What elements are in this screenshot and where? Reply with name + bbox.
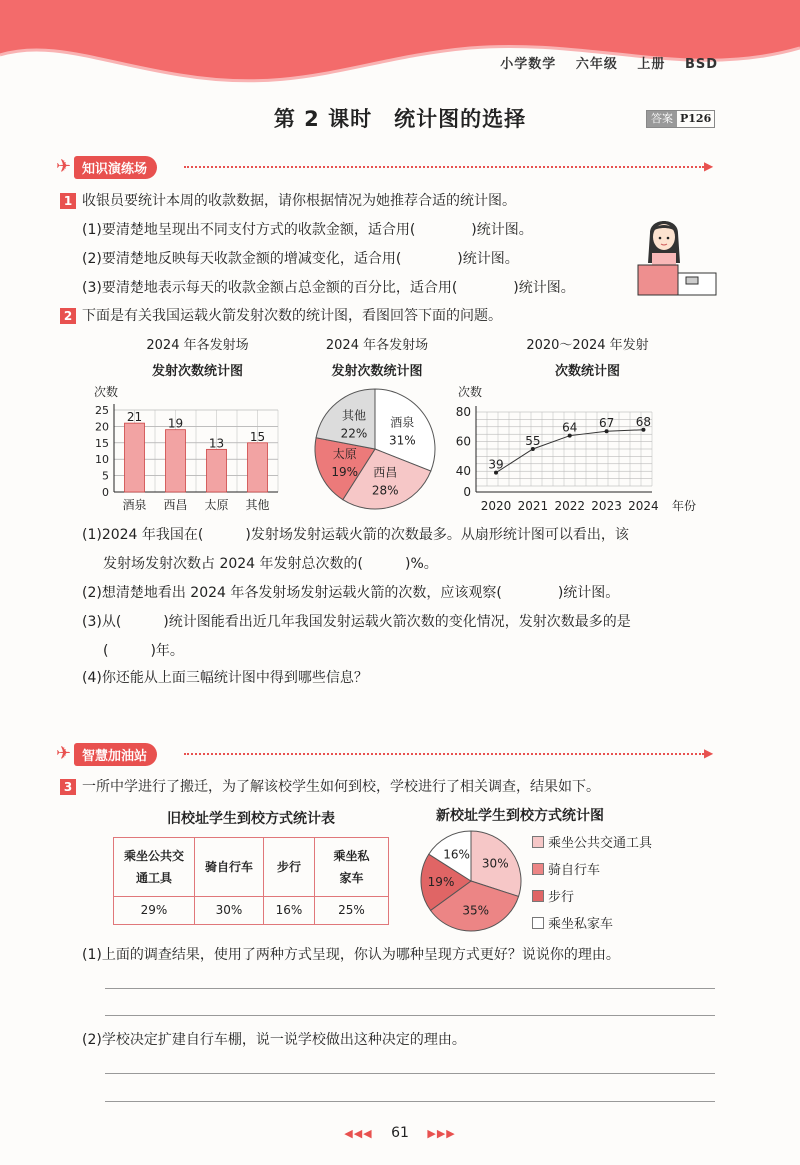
answer-label: 答案 bbox=[647, 111, 677, 127]
slice-percent: 19% bbox=[331, 465, 359, 480]
q2-item-4: (4)你还能从上面三幅统计图中得到哪些信息？ bbox=[82, 670, 368, 686]
legend-item bbox=[532, 886, 574, 905]
legend-item bbox=[532, 913, 613, 932]
table-header-walk: 步行 bbox=[264, 838, 315, 897]
bar-chart bbox=[88, 382, 288, 514]
lesson-topic: 统计图的选择 bbox=[394, 107, 527, 131]
launch-site-pie-chart bbox=[312, 386, 438, 512]
arrow-right-icon: ▶ bbox=[704, 746, 714, 760]
y-tick-label: 5 bbox=[102, 469, 109, 483]
slice-percent: 30% bbox=[481, 856, 509, 871]
data-label: 67 bbox=[598, 416, 615, 431]
q1-item-3: (3)要清楚地表示每天的收款金额占总金额的百分比，适合用( )统计图。 bbox=[82, 280, 575, 296]
divider bbox=[184, 753, 704, 755]
bar-chart-title-line2: 发射次数统计图 bbox=[151, 364, 243, 379]
table-header-bicycle: 骑自行车 bbox=[195, 838, 264, 897]
answer-line bbox=[105, 1015, 715, 1016]
x-tick-label: 酒泉 bbox=[122, 498, 147, 512]
x-axis-label: 年份 bbox=[672, 499, 697, 513]
table-cell: 25% bbox=[315, 896, 389, 924]
y-axis-label: 次数 bbox=[458, 385, 483, 399]
y-tick-label: 10 bbox=[95, 453, 109, 467]
arrow-right-icon: ▶ bbox=[704, 159, 714, 173]
line-chart-title bbox=[500, 334, 675, 379]
legend-item bbox=[532, 859, 600, 878]
x-tick-label: 太原 bbox=[204, 498, 229, 512]
slice-percent: 22% bbox=[340, 426, 368, 441]
y-tick-label: 15 bbox=[95, 436, 109, 450]
slice-percent: 19% bbox=[427, 874, 455, 889]
y-tick-label: 40 bbox=[455, 464, 471, 479]
legend-item bbox=[532, 832, 652, 851]
slice-label: 酒泉 bbox=[390, 415, 415, 430]
line-chart-title-line1: 2020～2024 年发射 bbox=[526, 338, 649, 353]
y-tick-label: 25 bbox=[95, 404, 109, 417]
new-campus-pie-chart bbox=[418, 828, 524, 934]
q1-stem bbox=[60, 190, 516, 210]
bar bbox=[166, 430, 186, 492]
bar-chart-title bbox=[95, 334, 300, 379]
x-tick-label: 2020 bbox=[480, 499, 512, 513]
q2-number: 2 bbox=[60, 308, 76, 324]
legend-swatch bbox=[532, 917, 544, 929]
q2-stem bbox=[60, 305, 502, 325]
q1-item-1: (1)要清楚地呈现出不同支付方式的收款金额，适合用( )统计图。 bbox=[82, 222, 533, 238]
table-cell: 29% bbox=[114, 896, 195, 924]
slice-percent: 28% bbox=[371, 483, 399, 498]
lesson-number: 第 2 课时 bbox=[273, 107, 373, 131]
legend-swatch bbox=[532, 836, 544, 848]
legend-label: 乘坐公共交通工具 bbox=[548, 836, 653, 851]
cashier-illustration bbox=[628, 215, 718, 297]
pie-chart-title bbox=[292, 334, 462, 379]
data-label: 39 bbox=[488, 457, 504, 472]
q3-stem-text: 一所中学进行了搬迁，为了解该校学生如何到校，学校进行了相关调查，结果如下。 bbox=[82, 779, 600, 795]
x-tick-label: 2023 bbox=[591, 499, 622, 513]
flag-icon: ✈ bbox=[56, 156, 72, 177]
prev-page-arrows[interactable]: ◀◀◀ bbox=[344, 1127, 373, 1140]
old-campus-table bbox=[113, 837, 389, 925]
q1-item-2: (2)要清楚地反映每天收款金额的增减变化，适合用( )统计图。 bbox=[82, 251, 519, 267]
bar bbox=[125, 423, 145, 492]
section-practice-header bbox=[56, 156, 716, 178]
page-footer bbox=[0, 1125, 800, 1141]
q1-stem-text: 收银员要统计本周的收款数据，请你根据情况为她推荐合适的统计图。 bbox=[82, 193, 516, 209]
q3-item-1: (1)上面的调查结果，使用了两种方式呈现，你认为哪种呈现方式更好？说说你的理由。 bbox=[82, 947, 620, 963]
data-label: 55 bbox=[525, 434, 541, 448]
data-label: 21 bbox=[126, 410, 143, 425]
x-tick-label: 2021 bbox=[517, 499, 549, 513]
flag-icon: ✈ bbox=[56, 743, 72, 764]
legend-label: 骑自行车 bbox=[548, 863, 601, 878]
q1-number: 1 bbox=[60, 193, 76, 209]
pie-chart-title-line2: 发射次数统计图 bbox=[331, 364, 423, 379]
table-cell: 16% bbox=[264, 896, 315, 924]
table-title: 旧校址学生到校方式统计表 bbox=[167, 811, 335, 827]
line-chart bbox=[452, 382, 714, 514]
answer-reference bbox=[646, 110, 715, 128]
answer-page: P126 bbox=[680, 112, 712, 125]
x-tick-label: 2024 bbox=[628, 499, 659, 513]
legend-label: 步行 bbox=[548, 890, 575, 905]
y-tick-label: 0 bbox=[463, 485, 471, 499]
legend-swatch bbox=[532, 890, 544, 902]
subject-label: 小学数学 bbox=[500, 57, 557, 72]
q2-item-3: (3)从( )统计图能看出近几年我国发射运载火箭次数的变化情况，发射次数最多的是 bbox=[82, 614, 631, 630]
slice-label: 太原 bbox=[332, 447, 357, 462]
section-advanced-title: 智慧加油站 bbox=[74, 743, 157, 766]
slice-label: 西昌 bbox=[373, 465, 398, 480]
table-header-text: 乘坐公共交通工具 bbox=[124, 848, 185, 885]
volume-label: 上册 bbox=[637, 57, 666, 72]
y-tick-label: 20 bbox=[95, 420, 109, 434]
data-label: 19 bbox=[167, 416, 184, 431]
slice-percent: 35% bbox=[462, 903, 490, 918]
table-header-private-car bbox=[315, 838, 389, 897]
y-tick-label: 0 bbox=[102, 486, 109, 499]
data-label: 13 bbox=[208, 436, 225, 451]
book-info bbox=[486, 53, 718, 72]
x-tick-label: 2022 bbox=[554, 499, 585, 513]
q2-stem-text: 下面是有关我国运载火箭发射次数的统计图，看图回答下面的问题。 bbox=[82, 308, 502, 324]
answer-line bbox=[105, 988, 715, 989]
x-tick-label: 其他 bbox=[245, 498, 270, 512]
header-wave bbox=[0, 0, 800, 95]
answer-line bbox=[105, 1073, 715, 1074]
q2-item-2: (2)想清楚地看出 2024 年各发射场发射运载火箭的次数，应该观察( )统计图。 bbox=[82, 585, 620, 601]
line-chart-title-line2: 次数统计图 bbox=[554, 364, 620, 379]
divider bbox=[184, 166, 704, 168]
q2-item-1: (1)2024 年我国在( )发射场发射运载火箭的次数最多。从扇形统计图可以看出，该 bbox=[82, 527, 629, 543]
page-number: 61 bbox=[391, 1125, 409, 1141]
data-label: 68 bbox=[635, 414, 652, 429]
y-tick-label: 60 bbox=[455, 434, 471, 449]
new-campus-pie-title: 新校址学生到校方式统计图 bbox=[436, 808, 604, 824]
bar bbox=[248, 443, 268, 492]
edition-label: BSD bbox=[684, 57, 718, 72]
legend-label: 乘坐私家车 bbox=[548, 917, 614, 932]
answer-line bbox=[105, 1101, 715, 1102]
bar-chart-title-line1: 2024 年各发射场 bbox=[146, 338, 249, 353]
q3-number: 3 bbox=[60, 779, 76, 795]
table-header-text: 乘坐私家车 bbox=[333, 848, 370, 885]
legend-swatch bbox=[532, 863, 544, 875]
q3-item-2: (2)学校决定扩建自行车棚，说一说学校做出这种决定的理由。 bbox=[82, 1032, 466, 1048]
table-header-public-transit bbox=[114, 838, 195, 897]
next-page-arrows[interactable]: ▶▶▶ bbox=[427, 1127, 456, 1140]
bar bbox=[207, 449, 227, 492]
y-tick-label: 80 bbox=[455, 405, 471, 419]
slice-percent: 16% bbox=[443, 847, 470, 862]
grade-label: 六年级 bbox=[575, 57, 618, 72]
q2-item-1-cont: 发射场发射次数占 2024 年发射总次数的( )%。 bbox=[103, 556, 438, 572]
slice-label: 其他 bbox=[341, 408, 366, 423]
pie-chart-title-line1: 2024 年各发射场 bbox=[325, 338, 429, 353]
data-label: 64 bbox=[562, 420, 578, 435]
q3-stem bbox=[60, 776, 600, 796]
table-cell: 30% bbox=[195, 896, 264, 924]
q2-item-3-cont: ( )年。 bbox=[103, 643, 184, 659]
x-tick-label: 西昌 bbox=[163, 498, 188, 512]
section-advanced-header bbox=[56, 743, 716, 765]
slice-percent: 31% bbox=[388, 433, 416, 448]
data-label: 15 bbox=[249, 429, 266, 444]
section-practice-title: 知识演练场 bbox=[74, 156, 157, 179]
y-axis-label: 次数 bbox=[94, 385, 119, 399]
